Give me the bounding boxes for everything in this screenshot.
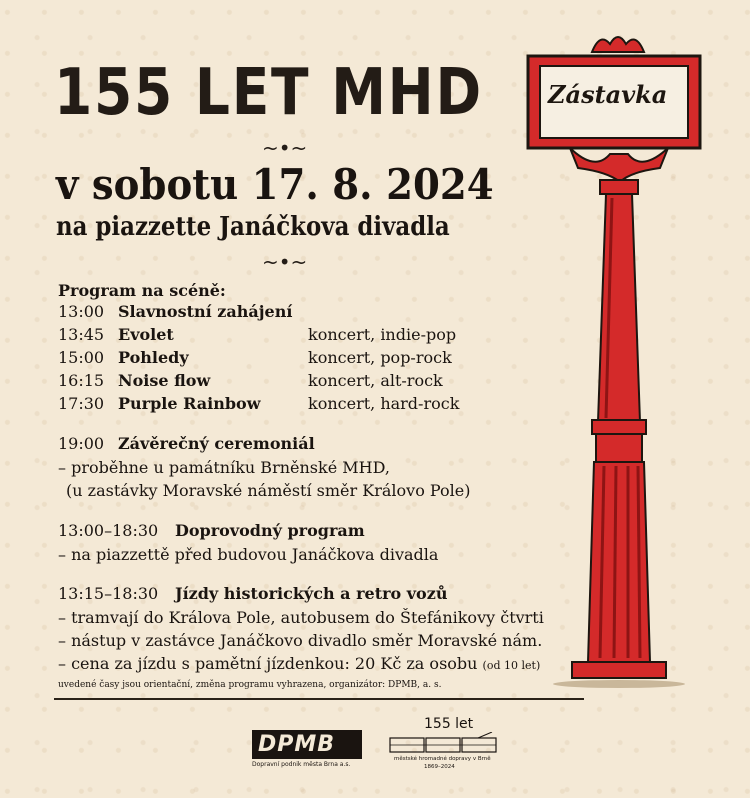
list-item [58,302,538,324]
rides-line-1: – tramvají do Králova Pole, autobusem do Štefánikovy čtvrti [58,608,544,627]
footnote: uvedené časy jsou orientační, změna programu vyhrazena, organizátor: DPMB, a. s. [58,680,442,690]
accompanying-line-1: – na piazzettě před budovou Janáčkova divadla [58,545,439,564]
ceremony-time: 19:00 [58,434,105,453]
rides-line-2: – nástup v zastávce Janáčkovo divadlo směr Moravské nám. [58,631,543,650]
program-genre: koncert, alt-rock [308,371,443,390]
program-name: Pohledy [118,348,189,367]
bus-stop-sign-illustration [500,22,740,702]
program-name: Noise flow [118,371,211,390]
program-time: 17:30 [58,394,105,413]
program-heading: Program na scéně: [58,281,226,300]
anniversary-title: 155 let [424,716,474,732]
accompanying-time: 13:00–18:30 [58,521,159,540]
program-name: Purple Rainbow [118,394,261,413]
rides-price: – cena za jízdu s pamětní jízdenkou: 20 Kč za osobu [58,654,478,673]
dpmb-caption: Dopravní podnik města Brna a.s. [252,761,351,768]
program-name: Evolet [118,325,174,344]
program-genre: koncert, hard-rock [308,394,460,413]
ceremony-line-1: – proběhne u památníku Brněnské MHD, [58,458,390,477]
list-item [58,371,538,393]
tram-icon [388,732,500,756]
program-genre: koncert, pop-rock [308,348,452,367]
poster-title: 155 LET MHD [54,56,483,130]
program-time: 16:15 [58,371,105,390]
dpmb-logo [252,730,362,768]
rides-time: 13:15–18:30 [58,584,159,603]
list-item [58,348,538,370]
ornament-top: ~•~ [262,136,308,160]
dpmb-wordmark: DPMB [252,730,362,759]
event-place: na piazzette Janáčkova divadla [56,212,450,242]
anniversary-years: 1869–2024 [424,764,455,770]
program-time: 13:45 [58,325,105,344]
accompanying-name: Doprovodný program [175,521,365,540]
rides-age-note: (od 10 let) [482,659,541,672]
program-time: 13:00 [58,302,105,321]
rides-name: Jízdy historických a retro vozů [175,584,448,603]
event-date: v sobotu 17. 8. 2024 [56,160,494,209]
list-item [58,394,538,416]
ornament-bottom: ~•~ [262,250,308,274]
anniversary-caption: městské hromadné dopravy v Brně [394,756,491,762]
ceremony-line-2: (u zastávky Moravské náměstí směr Královo Pole) [66,481,471,500]
program-name: Slavnostní zahájení [118,302,293,321]
sign-label: Zástavka [548,80,668,109]
list-item [58,325,538,347]
program-time: 15:00 [58,348,105,367]
ceremony-name: Závěrečný ceremoniál [118,434,315,453]
rides-line-3 [58,654,540,673]
program-genre: koncert, indie-pop [308,325,457,344]
